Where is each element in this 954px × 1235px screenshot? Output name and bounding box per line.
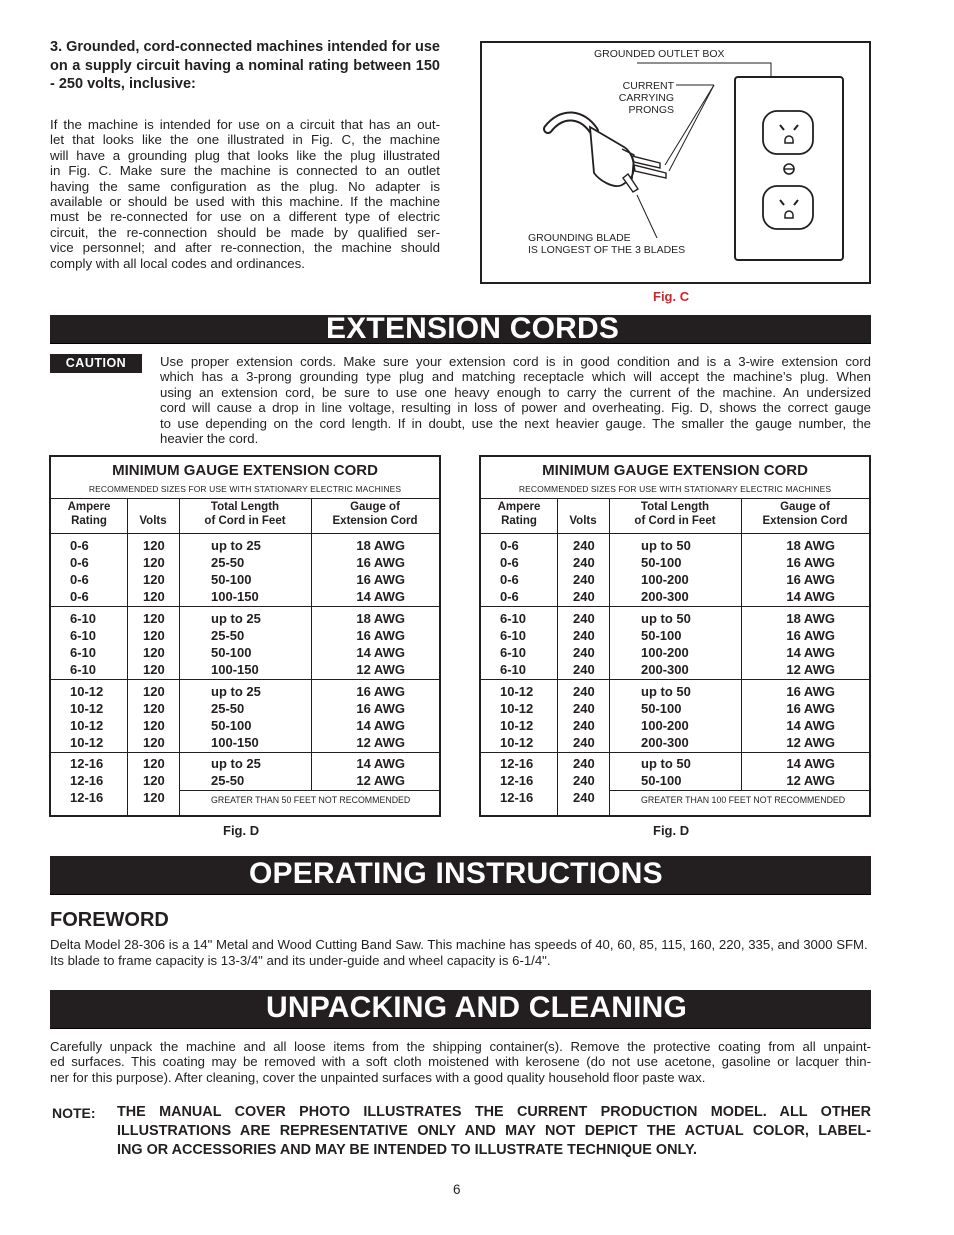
cell-gauge: 12 AWG	[356, 735, 405, 750]
prongs-label-line: CURRENT	[622, 80, 674, 92]
cell-ampere: 12-16	[500, 790, 534, 805]
blade-label-line: GROUNDING BLADE	[528, 232, 631, 244]
cell-volts: 120	[143, 756, 165, 771]
cell-ampere: 6-10	[500, 611, 527, 626]
cell-length: 100-200	[641, 572, 689, 587]
cell-ampere: 10-12	[500, 684, 534, 699]
table-rule	[481, 533, 869, 534]
cell-ampere: 6-10	[70, 611, 97, 626]
table-rule	[179, 790, 439, 791]
table-subtitle: RECOMMENDED SIZES FOR USE WITH STATIONARY ELECTRIC MACHINES	[88, 484, 402, 494]
blade-label-line: IS LONGEST OF THE 3 BLADES	[528, 244, 686, 256]
cell-gauge: 14 AWG	[786, 589, 835, 604]
cell-length: up to 50	[641, 684, 691, 699]
caution-text	[160, 354, 871, 446]
cell-volts: 120	[143, 589, 165, 604]
cell-gauge: 16 AWG	[356, 555, 405, 570]
cell-ampere: 12-16	[500, 756, 534, 771]
foreword-heading: FOREWORD	[50, 909, 169, 931]
cell-volts: 240	[573, 611, 595, 626]
current-prong	[634, 165, 666, 178]
body-line: circuit, the re-connection should be made by qualified ser-	[50, 224, 440, 240]
operating-instructions-bar	[50, 856, 871, 895]
cell-gauge: 12 AWG	[356, 773, 405, 788]
cell-length: 100-150	[211, 589, 259, 604]
cell-gauge: 18 AWG	[786, 611, 835, 626]
cell-volts: 240	[573, 538, 595, 553]
cell-volts: 120	[143, 701, 165, 716]
cell-ampere: 0-6	[500, 538, 519, 553]
cell-ampere: 10-12	[70, 701, 104, 716]
fig-c-illustration	[480, 41, 871, 284]
unpacking-line: Carefully unpack the machine and all loose items from the shipping container(s). Remove the protective coating from all unpaint-	[50, 1039, 871, 1054]
cell-length: up to 25	[211, 756, 261, 771]
cell-gauge: 14 AWG	[786, 645, 835, 660]
cell-gauge: 16 AWG	[356, 628, 405, 643]
table-col-rule	[557, 498, 558, 816]
cell-volts: 240	[573, 756, 595, 771]
cell-ampere: 0-6	[70, 555, 89, 570]
cell-volts: 120	[143, 611, 165, 626]
operating-instructions-title: OPERATING INSTRUCTIONS	[249, 857, 663, 890]
note-line: ILLUSTRATIONS ARE REPRESENTATIVE ONLY AND MAY NOT DEPICT THE ACTUAL COLOR, LABEL-	[117, 1123, 871, 1139]
cell-ampere: 12-16	[500, 773, 534, 788]
cell-ampere: 6-10	[500, 645, 527, 660]
caution-line: using an extension cord, be sure to use one heavy enough to carry the current of the machine. An undersized	[160, 384, 871, 400]
cell-ampere: 10-12	[70, 735, 104, 750]
table-rule	[51, 498, 439, 499]
caution-line: which has a 3-prong grounding type plug and matching receptacle which will accept the machine’s plug. When	[160, 369, 871, 385]
cell-ampere: 0-6	[70, 538, 89, 553]
cell-length: up to 25	[211, 611, 261, 626]
cell-gauge: 14 AWG	[356, 756, 405, 771]
cell-ampere: 12-16	[70, 756, 104, 771]
cell-ampere: 10-12	[500, 735, 534, 750]
caution-line: Use proper extension cords. Make sure your extension cord is in good condition and is a 3-wire extension cord	[160, 354, 871, 369]
cell-length: 100-200	[641, 718, 689, 733]
body-line: must be re-connected for use on a different type of electric	[50, 209, 440, 225]
cell-volts: 240	[573, 718, 595, 733]
unpacking-line: ner for this purpose). After cleaning, cover the unpainted surfaces with a good quality household floor paste wax.	[50, 1069, 706, 1085]
table-rule	[51, 679, 439, 680]
column-header-volts: Volts	[569, 515, 597, 527]
caution-line: cord will cause a drop in line voltage, resulting in loss of power and overheating. Fig. D, shows the correct gauge	[160, 400, 871, 416]
cell-gauge: 12 AWG	[786, 735, 835, 750]
cell-ampere: 10-12	[70, 684, 104, 699]
body-line: vice personnel; and after re-connection, the machine should	[50, 240, 440, 256]
table-rule	[481, 679, 869, 680]
cell-length: 25-50	[211, 628, 245, 643]
receptacle-bottom	[763, 186, 813, 229]
table-subtitle: RECOMMENDED SIZES FOR USE WITH STATIONARY ELECTRIC MACHINES	[518, 484, 832, 494]
cell-volts: 240	[573, 684, 595, 699]
cell-gauge: 16 AWG	[356, 572, 405, 587]
unpacking-body	[50, 1039, 871, 1085]
column-header-gauge: Gauge of Extension Cord	[332, 501, 418, 527]
body-line: comply with all local codes and ordinances.	[50, 255, 305, 271]
cell-gauge: 16 AWG	[786, 628, 835, 643]
cell-gauge: 12 AWG	[356, 662, 405, 677]
cell-length: 50-100	[641, 555, 682, 570]
note-body	[117, 1103, 871, 1160]
note-label: NOTE:	[52, 1105, 96, 1121]
cell-volts: 120	[143, 572, 165, 587]
cell-volts: 240	[573, 589, 595, 604]
cell-length: 200-300	[641, 589, 689, 604]
cell-length: up to 50	[641, 611, 691, 626]
cell-gauge: 16 AWG	[786, 701, 835, 716]
cell-length: 50-100	[211, 718, 252, 733]
column-header-length: Total Length of Cord in Feet	[634, 501, 716, 527]
cell-length: up to 25	[211, 538, 261, 553]
table-rule	[481, 606, 869, 607]
cell-volts: 240	[573, 735, 595, 750]
cell-ampere: 6-10	[70, 662, 97, 677]
table-col-rule	[609, 498, 610, 816]
prongs-label-line: CARRYING	[618, 92, 674, 104]
table-rule	[51, 752, 439, 753]
body-line: let that looks like the one illustrated in Fig. C, the machine	[50, 132, 440, 148]
cell-length: up to 50	[641, 756, 691, 771]
cell-volts: 240	[573, 572, 595, 587]
not-recommended-note: GREATER THAN 100 FEET NOT RECOMMENDED	[641, 795, 846, 805]
cell-ampere: 0-6	[70, 572, 89, 587]
prongs-label-line: PRONGS	[628, 104, 674, 116]
cell-volts: 120	[143, 555, 165, 570]
body-line: will have a grounding plug that looks like the plug illustrated	[50, 147, 440, 163]
cell-volts: 240	[573, 662, 595, 677]
unpacking-bar	[50, 990, 871, 1029]
outlet-box-label: GROUNDED OUTLET BOX	[594, 48, 725, 60]
column-header-gauge: Gauge of Extension Cord	[762, 501, 848, 527]
cell-volts: 240	[573, 773, 595, 788]
cell-ampere: 10-12	[70, 718, 104, 733]
cell-length: 25-50	[211, 701, 245, 716]
cell-volts: 120	[143, 773, 165, 788]
gauge-table-240v	[479, 455, 871, 817]
cell-length: up to 50	[641, 538, 691, 553]
cell-length: 50-100	[641, 773, 682, 788]
cell-length: 100-200	[641, 645, 689, 660]
unpacking-title: UNPACKING AND CLEANING	[266, 991, 688, 1024]
section-3-heading: 3. Grounded, cord-connected machines intended for use on a supply circuit having a nominal rating between 150 - 250 volts, inclusive:	[50, 39, 440, 92]
cell-volts: 240	[573, 790, 595, 805]
page-number: 6	[453, 1182, 461, 1197]
body-line: in Fig. C. Make sure the machine is connected to an outlet	[50, 163, 440, 179]
note-line: THE MANUAL COVER PHOTO ILLUSTRATES THE CURRENT PRODUCTION MODEL. ALL OTHER	[117, 1104, 871, 1120]
table-rule	[481, 752, 869, 753]
cell-volts: 120	[143, 662, 165, 677]
cell-length: up to 25	[211, 684, 261, 699]
cell-ampere: 6-10	[70, 645, 97, 660]
cell-length: 50-100	[641, 701, 682, 716]
cell-volts: 120	[143, 628, 165, 643]
caution-badge: CAUTION	[50, 354, 142, 373]
cell-ampere: 12-16	[70, 790, 104, 805]
cell-ampere: 10-12	[500, 701, 534, 716]
cell-ampere: 0-6	[500, 589, 519, 604]
cell-gauge: 14 AWG	[356, 589, 405, 604]
cell-ampere: 6-10	[70, 628, 97, 643]
table-col-rule	[741, 498, 742, 790]
column-header-volts: Volts	[139, 515, 167, 527]
cell-gauge: 14 AWG	[356, 718, 405, 733]
table-title: MINIMUM GAUGE EXTENSION CORD	[112, 462, 378, 479]
cell-gauge: 14 AWG	[356, 645, 405, 660]
body-line: If the machine is intended for use on a circuit that has an out-	[50, 117, 440, 132]
extension-cords-bar	[50, 312, 871, 345]
cell-gauge: 14 AWG	[786, 718, 835, 733]
cell-gauge: 12 AWG	[786, 773, 835, 788]
table-col-rule	[179, 498, 180, 816]
table-rule	[609, 790, 869, 791]
cell-gauge: 16 AWG	[356, 701, 405, 716]
cell-gauge: 18 AWG	[356, 611, 405, 626]
cell-volts: 240	[573, 701, 595, 716]
column-header-length: Total Length of Cord in Feet	[204, 501, 286, 527]
note-line: ING OR ACCESSORIES AND MAY BE INTENDED TO ILLUSTRATE TECHNIQUE ONLY.	[117, 1142, 697, 1158]
cell-length: 200-300	[641, 735, 689, 750]
receptacle-top	[763, 111, 813, 154]
table-col-rule	[311, 498, 312, 790]
gauge-table-120v	[49, 455, 441, 817]
cell-volts: 120	[143, 790, 165, 805]
body-line: having the same configuration as the plug. No adapter is	[50, 178, 440, 194]
cell-gauge: 18 AWG	[786, 538, 835, 553]
table-rule	[481, 498, 869, 499]
cell-volts: 240	[573, 628, 595, 643]
fig-d-caption: Fig. D	[223, 823, 260, 838]
cell-ampere: 6-10	[500, 662, 527, 677]
cell-gauge: 16 AWG	[786, 572, 835, 587]
cell-ampere: 0-6	[70, 589, 89, 604]
cell-volts: 120	[143, 718, 165, 733]
not-recommended-note: GREATER THAN 50 FEET NOT RECOMMENDED	[211, 795, 411, 805]
fig-c-caption: Fig. C	[653, 289, 690, 304]
foreword-body: Delta Model 28-306 is a 14" Metal and Wood Cutting Band Saw. This machine has speeds of 40, 60, 85, 115, 160, 220, 335, and 3000 SFM. Its blade to frame capacity is 13-3/4" and its under-guide and wheel capacity is 6-1/4".	[50, 937, 868, 968]
cell-length: 200-300	[641, 662, 689, 677]
table-rule	[51, 606, 439, 607]
outlet-box-leader	[637, 63, 771, 76]
cell-gauge: 16 AWG	[786, 555, 835, 570]
cell-gauge: 18 AWG	[356, 538, 405, 553]
cell-volts: 120	[143, 735, 165, 750]
unpacking-line: ed surfaces. This coating may be removed with a soft cloth moistened with kerosene (do not use acetone, gasoline or lacquer thin-	[50, 1054, 871, 1070]
caution-line: heavier the cord.	[160, 431, 259, 447]
extension-cords-title: EXTENSION CORDS	[326, 312, 620, 345]
cell-length: 50-100	[211, 572, 252, 587]
cell-volts: 240	[573, 645, 595, 660]
body-line: available or should be used with this machine. If the machine	[50, 194, 440, 210]
cell-volts: 120	[143, 645, 165, 660]
table-rule	[51, 533, 439, 534]
fig-d-caption: Fig. D	[653, 823, 690, 838]
table-col-rule	[127, 498, 128, 816]
cell-length: 25-50	[211, 773, 245, 788]
cell-ampere: 0-6	[500, 555, 519, 570]
table-title: MINIMUM GAUGE EXTENSION CORD	[542, 462, 808, 479]
cell-ampere: 12-16	[70, 773, 104, 788]
column-header-ampere: Ampere Rating	[497, 501, 541, 527]
section-3-body	[50, 117, 440, 271]
cell-gauge: 16 AWG	[356, 684, 405, 699]
column-header-ampere: Ampere Rating	[67, 501, 111, 527]
cell-volts: 120	[143, 684, 165, 699]
cell-gauge: 16 AWG	[786, 684, 835, 699]
caution-line: to use depending on the cord length. If in doubt, use the next heavier gauge. The smaller the gauge number, the	[160, 415, 871, 431]
cell-volts: 240	[573, 555, 595, 570]
cell-ampere: 0-6	[500, 572, 519, 587]
cell-gauge: 14 AWG	[786, 756, 835, 771]
cell-ampere: 10-12	[500, 718, 534, 733]
cell-length: 100-150	[211, 662, 259, 677]
cell-length: 50-100	[211, 645, 252, 660]
cell-length: 50-100	[641, 628, 682, 643]
cell-length: 100-150	[211, 735, 259, 750]
cell-volts: 120	[143, 538, 165, 553]
cell-ampere: 6-10	[500, 628, 527, 643]
cell-length: 25-50	[211, 555, 245, 570]
cell-gauge: 12 AWG	[786, 662, 835, 677]
